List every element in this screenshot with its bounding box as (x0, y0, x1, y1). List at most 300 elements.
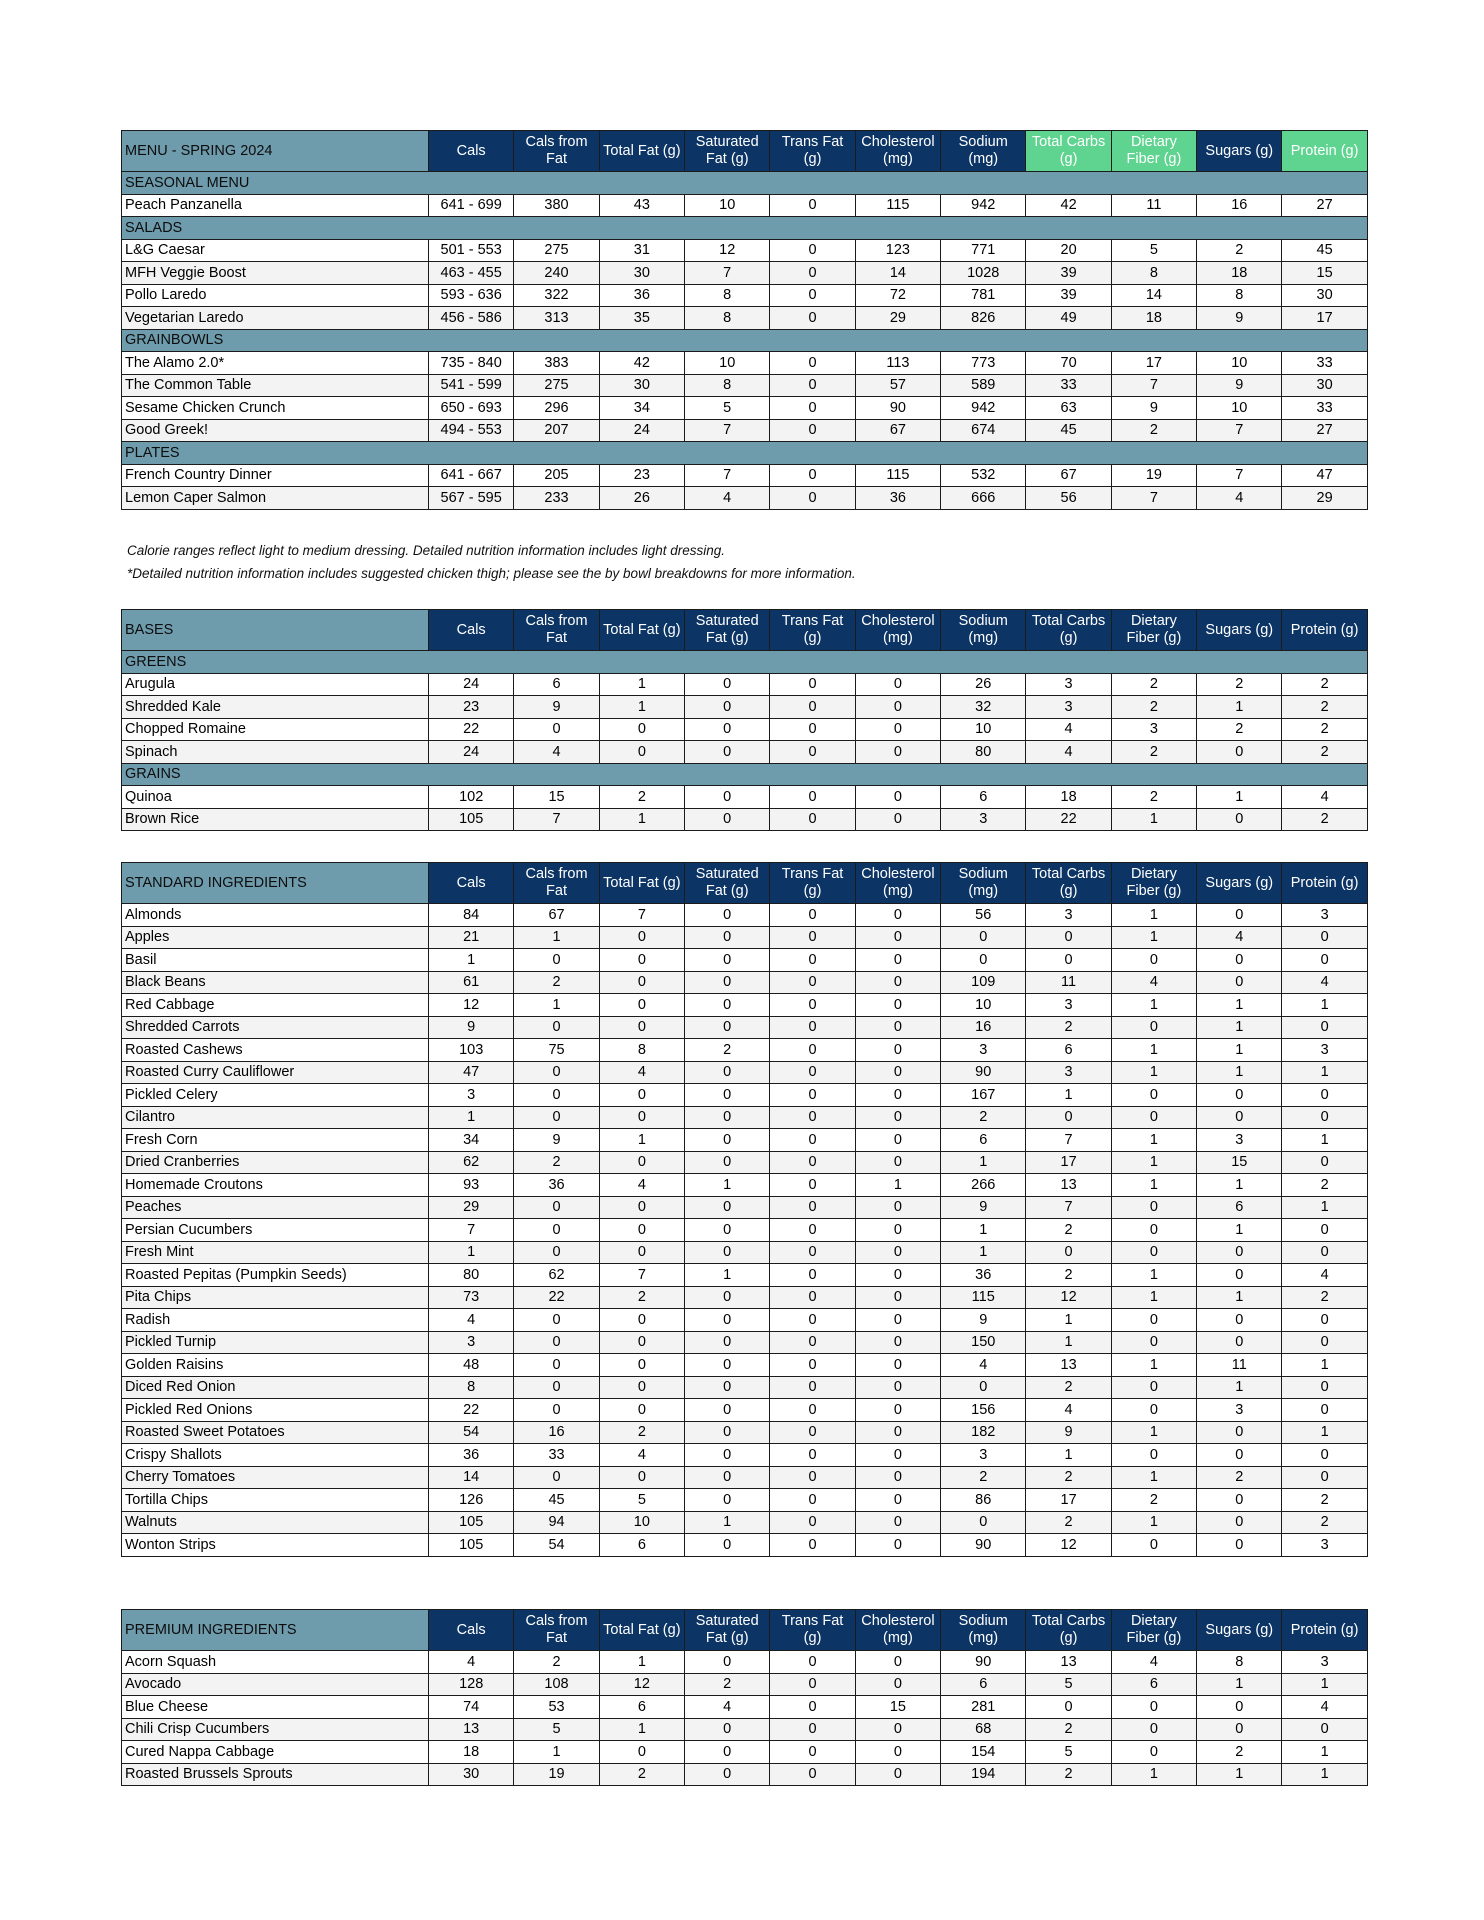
trans-fat-g-value: 0 (770, 1264, 855, 1287)
cholesterol-mg-value: 15 (855, 1696, 940, 1719)
section-row-grainbowls (122, 329, 1368, 352)
item-name: L&G Caesar (122, 239, 429, 262)
total-carbs-g-value: 22 (1026, 808, 1111, 831)
table-title: BASES (122, 610, 429, 651)
protein-g-value: 1 (1282, 1354, 1367, 1377)
sugars-g-value: 2 (1197, 1466, 1282, 1489)
cals-from-fat-value: 94 (514, 1511, 599, 1534)
total-carbs-g-value: 17 (1026, 1489, 1111, 1512)
table-row (122, 1376, 1368, 1399)
sugars-g-value: 7 (1197, 419, 1282, 442)
sugars-g-value: 0 (1197, 949, 1282, 972)
cals-from-fat-value: 380 (514, 194, 599, 217)
sugars-g-value: 18 (1197, 262, 1282, 285)
dietary-fiber-g-value: 2 (1111, 696, 1196, 719)
dietary-fiber-g-value: 2 (1111, 1489, 1196, 1512)
cholesterol-mg-value: 0 (855, 808, 940, 831)
table-row (122, 1129, 1368, 1152)
cals-value: 84 (429, 904, 514, 927)
item-name: Cherry Tomatoes (122, 1466, 429, 1489)
protein-g-value: 0 (1282, 1331, 1367, 1354)
sugars-g-value: 1 (1197, 696, 1282, 719)
sodium-mg-value: 2 (941, 1466, 1026, 1489)
table-row (122, 374, 1368, 397)
item-name: Diced Red Onion (122, 1376, 429, 1399)
saturated-fat-g-value: 0 (685, 1106, 770, 1129)
cals-from-fat-value: 1 (514, 994, 599, 1017)
menu-table (121, 130, 1368, 510)
total-carbs-g-value: 0 (1026, 1106, 1111, 1129)
sodium-mg-value: 86 (941, 1489, 1026, 1512)
cals-value: 456 - 586 (429, 307, 514, 330)
dietary-fiber-g-value: 3 (1111, 718, 1196, 741)
cals-value: 650 - 693 (429, 397, 514, 420)
table-row (122, 1444, 1368, 1467)
trans-fat-g-value: 0 (770, 673, 855, 696)
sodium-mg-value: 182 (941, 1421, 1026, 1444)
protein-g-value: 1 (1282, 994, 1367, 1017)
protein-g-value: 0 (1282, 1376, 1367, 1399)
dietary-fiber-g-value: 0 (1111, 1534, 1196, 1557)
protein-g-value: 17 (1282, 307, 1367, 330)
cals-value: 73 (429, 1286, 514, 1309)
cholesterol-mg-value: 1 (855, 1174, 940, 1197)
cals-value: 12 (429, 994, 514, 1017)
total-fat-g-value: 0 (599, 1309, 684, 1332)
sugars-g-value: 7 (1197, 464, 1282, 487)
cholesterol-mg-value: 0 (855, 994, 940, 1017)
sodium-mg-value: 1 (941, 1219, 1026, 1242)
column-header-total-carbs-g: Total Carbs (g) (1026, 1610, 1111, 1651)
total-fat-g-value: 0 (599, 1016, 684, 1039)
cals-value: 1 (429, 1241, 514, 1264)
saturated-fat-g-value: 0 (685, 1286, 770, 1309)
cals-value: 93 (429, 1174, 514, 1197)
saturated-fat-g-value: 10 (685, 194, 770, 217)
protein-g-value: 1 (1282, 1673, 1367, 1696)
protein-g-value: 2 (1282, 718, 1367, 741)
table-row (122, 904, 1368, 927)
total-fat-g-value: 8 (599, 1039, 684, 1062)
cals-value: 3 (429, 1331, 514, 1354)
table-title: MENU - SPRING 2024 (122, 131, 429, 172)
total-fat-g-value: 42 (599, 352, 684, 375)
item-name: Quinoa (122, 786, 429, 809)
cals-from-fat-value: 275 (514, 374, 599, 397)
cholesterol-mg-value: 90 (855, 397, 940, 420)
saturated-fat-g-value: 0 (685, 1331, 770, 1354)
trans-fat-g-value: 0 (770, 1309, 855, 1332)
cals-from-fat-value: 33 (514, 1444, 599, 1467)
dietary-fiber-g-value: 1 (1111, 904, 1196, 927)
dietary-fiber-g-value: 1 (1111, 1511, 1196, 1534)
cals-from-fat-value: 313 (514, 307, 599, 330)
sodium-mg-value: 674 (941, 419, 1026, 442)
saturated-fat-g-value: 0 (685, 1399, 770, 1422)
sodium-mg-value: 10 (941, 718, 1026, 741)
cals-from-fat-value: 0 (514, 1354, 599, 1377)
cholesterol-mg-value: 115 (855, 464, 940, 487)
sodium-mg-value: 2 (941, 1106, 1026, 1129)
cals-value: 34 (429, 1129, 514, 1152)
cholesterol-mg-value: 0 (855, 1673, 940, 1696)
cals-from-fat-value: 75 (514, 1039, 599, 1062)
cals-from-fat-value: 0 (514, 1376, 599, 1399)
cals-from-fat-value: 322 (514, 284, 599, 307)
cals-value: 21 (429, 926, 514, 949)
cholesterol-mg-value: 0 (855, 1039, 940, 1062)
item-name: Tortilla Chips (122, 1489, 429, 1512)
dietary-fiber-g-value: 0 (1111, 1241, 1196, 1264)
protein-g-value: 4 (1282, 1264, 1367, 1287)
column-header-dietary-fiber-g: Dietary Fiber (g) (1111, 1610, 1196, 1651)
saturated-fat-g-value: 0 (685, 1151, 770, 1174)
sodium-mg-value: 9 (941, 1196, 1026, 1219)
item-name: Shredded Kale (122, 696, 429, 719)
cals-value: 36 (429, 1444, 514, 1467)
sodium-mg-value: 36 (941, 1264, 1026, 1287)
table-row (122, 1196, 1368, 1219)
cholesterol-mg-value: 0 (855, 949, 940, 972)
column-header-cals-from-fat: Cals from Fat (514, 863, 599, 904)
table-row (122, 949, 1368, 972)
total-fat-g-value: 2 (599, 1421, 684, 1444)
dietary-fiber-g-value: 1 (1111, 1286, 1196, 1309)
total-carbs-g-value: 4 (1026, 741, 1111, 764)
sodium-mg-value: 10 (941, 994, 1026, 1017)
total-fat-g-value: 34 (599, 397, 684, 420)
item-name: Good Greek! (122, 419, 429, 442)
header-row (122, 863, 1368, 904)
saturated-fat-g-value: 0 (685, 1466, 770, 1489)
item-name: Pickled Turnip (122, 1331, 429, 1354)
table-row (122, 194, 1368, 217)
cals-from-fat-value: 54 (514, 1534, 599, 1557)
total-carbs-g-value: 9 (1026, 1421, 1111, 1444)
cals-from-fat-value: 36 (514, 1174, 599, 1197)
protein-g-value: 3 (1282, 1534, 1367, 1557)
sugars-g-value: 9 (1197, 307, 1282, 330)
protein-g-value: 0 (1282, 1151, 1367, 1174)
dietary-fiber-g-value: 2 (1111, 419, 1196, 442)
total-carbs-g-value: 6 (1026, 1039, 1111, 1062)
dietary-fiber-g-value: 19 (1111, 464, 1196, 487)
total-fat-g-value: 0 (599, 1376, 684, 1399)
item-name: Apples (122, 926, 429, 949)
cals-value: 1 (429, 949, 514, 972)
item-name: Red Cabbage (122, 994, 429, 1017)
saturated-fat-g-value: 0 (685, 1129, 770, 1152)
item-name: The Alamo 2.0* (122, 352, 429, 375)
cholesterol-mg-value: 0 (855, 926, 940, 949)
total-carbs-g-value: 1 (1026, 1084, 1111, 1107)
cals-from-fat-value: 9 (514, 1129, 599, 1152)
cals-from-fat-value: 0 (514, 949, 599, 972)
table-row (122, 1106, 1368, 1129)
table-row (122, 673, 1368, 696)
table-row (122, 1763, 1368, 1786)
total-carbs-g-value: 33 (1026, 374, 1111, 397)
dietary-fiber-g-value: 0 (1111, 1696, 1196, 1719)
trans-fat-g-value: 0 (770, 1286, 855, 1309)
protein-g-value: 3 (1282, 1039, 1367, 1062)
cals-from-fat-value: 1 (514, 926, 599, 949)
saturated-fat-g-value: 0 (685, 1016, 770, 1039)
cholesterol-mg-value: 0 (855, 673, 940, 696)
total-fat-g-value: 0 (599, 994, 684, 1017)
total-carbs-g-value: 3 (1026, 994, 1111, 1017)
cals-value: 567 - 595 (429, 487, 514, 510)
cals-value: 80 (429, 1264, 514, 1287)
cholesterol-mg-value: 14 (855, 262, 940, 285)
cals-from-fat-value: 383 (514, 352, 599, 375)
sugars-g-value: 10 (1197, 397, 1282, 420)
table-row (122, 1084, 1368, 1107)
table-row (122, 1151, 1368, 1174)
trans-fat-g-value: 0 (770, 1196, 855, 1219)
cholesterol-mg-value: 0 (855, 696, 940, 719)
sugars-g-value: 0 (1197, 1511, 1282, 1534)
column-header-protein-g: Protein (g) (1282, 1610, 1367, 1651)
sodium-mg-value: 1028 (941, 262, 1026, 285)
column-header-cals: Cals (429, 131, 514, 172)
trans-fat-g-value: 0 (770, 1673, 855, 1696)
dietary-fiber-g-value: 17 (1111, 352, 1196, 375)
protein-g-value: 0 (1282, 1219, 1367, 1242)
cals-from-fat-value: 6 (514, 673, 599, 696)
sugars-g-value: 0 (1197, 1331, 1282, 1354)
cholesterol-mg-value: 0 (855, 1718, 940, 1741)
sugars-g-value: 1 (1197, 1174, 1282, 1197)
table-row (122, 1061, 1368, 1084)
cals-value: 13 (429, 1718, 514, 1741)
cals-from-fat-value: 2 (514, 1651, 599, 1674)
item-name: Sesame Chicken Crunch (122, 397, 429, 420)
sodium-mg-value: 16 (941, 1016, 1026, 1039)
total-fat-g-value: 1 (599, 1718, 684, 1741)
dietary-fiber-g-value: 0 (1111, 1718, 1196, 1741)
table-row (122, 284, 1368, 307)
cals-value: 1 (429, 1106, 514, 1129)
cholesterol-mg-value: 57 (855, 374, 940, 397)
sodium-mg-value: 1 (941, 1241, 1026, 1264)
table-row (122, 464, 1368, 487)
column-header-total-fat-g: Total Fat (g) (599, 610, 684, 651)
header-row (122, 131, 1368, 172)
saturated-fat-g-value: 8 (685, 284, 770, 307)
total-carbs-g-value: 70 (1026, 352, 1111, 375)
cals-value: 4 (429, 1651, 514, 1674)
saturated-fat-g-value: 0 (685, 673, 770, 696)
total-fat-g-value: 1 (599, 696, 684, 719)
column-header-total-fat-g: Total Fat (g) (599, 131, 684, 172)
sodium-mg-value: 68 (941, 1718, 1026, 1741)
sodium-mg-value: 6 (941, 786, 1026, 809)
cals-from-fat-value: 108 (514, 1673, 599, 1696)
cholesterol-mg-value: 0 (855, 904, 940, 927)
cholesterol-mg-value: 113 (855, 352, 940, 375)
saturated-fat-g-value: 0 (685, 1421, 770, 1444)
table-row (122, 994, 1368, 1017)
sugars-g-value: 2 (1197, 673, 1282, 696)
table-row (122, 397, 1368, 420)
cals-value: 4 (429, 1309, 514, 1332)
dietary-fiber-g-value: 0 (1111, 1741, 1196, 1764)
total-fat-g-value: 5 (599, 1489, 684, 1512)
protein-g-value: 47 (1282, 464, 1367, 487)
dietary-fiber-g-value: 0 (1111, 1309, 1196, 1332)
item-name: Fresh Mint (122, 1241, 429, 1264)
item-name: Arugula (122, 673, 429, 696)
table-row (122, 1718, 1368, 1741)
table-row (122, 1264, 1368, 1287)
protein-g-value: 0 (1282, 1084, 1367, 1107)
cals-from-fat-value: 0 (514, 1399, 599, 1422)
item-name: The Common Table (122, 374, 429, 397)
sodium-mg-value: 150 (941, 1331, 1026, 1354)
sodium-mg-value: 6 (941, 1673, 1026, 1696)
total-carbs-g-value: 45 (1026, 419, 1111, 442)
protein-g-value: 1 (1282, 1061, 1367, 1084)
dietary-fiber-g-value: 0 (1111, 1444, 1196, 1467)
total-carbs-g-value: 0 (1026, 949, 1111, 972)
calorie-range-note: Calorie ranges reflect light to medium dressing. Detailed nutrition information includes light dressing. (127, 543, 726, 558)
column-header-saturated-fat-g: Saturated Fat (g) (685, 863, 770, 904)
total-fat-g-value: 0 (599, 1354, 684, 1377)
cholesterol-mg-value: 67 (855, 419, 940, 442)
premium-ingredients-table (121, 1609, 1368, 1786)
protein-g-value: 0 (1282, 1241, 1367, 1264)
item-name: French Country Dinner (122, 464, 429, 487)
sodium-mg-value: 90 (941, 1534, 1026, 1557)
column-header-sodium-mg: Sodium (mg) (941, 610, 1026, 651)
trans-fat-g-value: 0 (770, 239, 855, 262)
trans-fat-g-value: 0 (770, 926, 855, 949)
column-header-total-fat-g: Total Fat (g) (599, 1610, 684, 1651)
saturated-fat-g-value: 2 (685, 1039, 770, 1062)
total-fat-g-value: 0 (599, 1741, 684, 1764)
trans-fat-g-value: 0 (770, 1534, 855, 1557)
cals-from-fat-value: 205 (514, 464, 599, 487)
sodium-mg-value: 26 (941, 673, 1026, 696)
cholesterol-mg-value: 0 (855, 1741, 940, 1764)
trans-fat-g-value: 0 (770, 1763, 855, 1786)
cals-from-fat-value: 22 (514, 1286, 599, 1309)
total-carbs-g-value: 20 (1026, 239, 1111, 262)
saturated-fat-g-value: 0 (685, 926, 770, 949)
sodium-mg-value: 3 (941, 1444, 1026, 1467)
saturated-fat-g-value: 7 (685, 464, 770, 487)
total-carbs-g-value: 0 (1026, 1696, 1111, 1719)
item-name: Cilantro (122, 1106, 429, 1129)
cholesterol-mg-value: 123 (855, 239, 940, 262)
total-carbs-g-value: 3 (1026, 696, 1111, 719)
cals-value: 463 - 455 (429, 262, 514, 285)
cals-from-fat-value: 233 (514, 487, 599, 510)
protein-g-value: 27 (1282, 419, 1367, 442)
sugars-g-value: 1 (1197, 786, 1282, 809)
column-header-trans-fat-g: Trans Fat (g) (770, 131, 855, 172)
dietary-fiber-g-value: 4 (1111, 971, 1196, 994)
section-label: GRAINS (122, 763, 1368, 786)
total-carbs-g-value: 2 (1026, 1466, 1111, 1489)
cals-value: 24 (429, 673, 514, 696)
cals-from-fat-value: 296 (514, 397, 599, 420)
total-fat-g-value: 0 (599, 1241, 684, 1264)
cholesterol-mg-value: 0 (855, 1421, 940, 1444)
total-carbs-g-value: 4 (1026, 1399, 1111, 1422)
saturated-fat-g-value: 0 (685, 696, 770, 719)
total-carbs-g-value: 3 (1026, 904, 1111, 927)
total-fat-g-value: 24 (599, 419, 684, 442)
sugars-g-value: 0 (1197, 1489, 1282, 1512)
cals-value: 18 (429, 1741, 514, 1764)
cals-value: 641 - 667 (429, 464, 514, 487)
table-row (122, 741, 1368, 764)
item-name: Almonds (122, 904, 429, 927)
cholesterol-mg-value: 0 (855, 1763, 940, 1786)
trans-fat-g-value: 0 (770, 487, 855, 510)
trans-fat-g-value: 0 (770, 262, 855, 285)
item-name: Crispy Shallots (122, 1444, 429, 1467)
cals-from-fat-value: 2 (514, 971, 599, 994)
column-header-sugars-g: Sugars (g) (1197, 863, 1282, 904)
column-header-cholesterol-mg: Cholesterol (mg) (855, 610, 940, 651)
cals-from-fat-value: 0 (514, 1106, 599, 1129)
dietary-fiber-g-value: 1 (1111, 1174, 1196, 1197)
column-header-dietary-fiber-g: Dietary Fiber (g) (1111, 131, 1196, 172)
item-name: Dried Cranberries (122, 1151, 429, 1174)
cals-value: 30 (429, 1763, 514, 1786)
dietary-fiber-g-value: 2 (1111, 786, 1196, 809)
sodium-mg-value: 90 (941, 1061, 1026, 1084)
section-row-seasonal-menu (122, 172, 1368, 195)
item-name: Homemade Croutons (122, 1174, 429, 1197)
cals-value: 641 - 699 (429, 194, 514, 217)
total-carbs-g-value: 11 (1026, 971, 1111, 994)
sodium-mg-value: 1 (941, 1151, 1026, 1174)
total-carbs-g-value: 13 (1026, 1651, 1111, 1674)
protein-g-value: 0 (1282, 1718, 1367, 1741)
trans-fat-g-value: 0 (770, 1444, 855, 1467)
total-fat-g-value: 2 (599, 1286, 684, 1309)
total-carbs-g-value: 7 (1026, 1129, 1111, 1152)
table-row (122, 1651, 1368, 1674)
dietary-fiber-g-value: 0 (1111, 1016, 1196, 1039)
saturated-fat-g-value: 0 (685, 904, 770, 927)
item-name: Roasted Sweet Potatoes (122, 1421, 429, 1444)
total-fat-g-value: 0 (599, 718, 684, 741)
cholesterol-mg-value: 0 (855, 1129, 940, 1152)
trans-fat-g-value: 0 (770, 1174, 855, 1197)
item-name: Blue Cheese (122, 1696, 429, 1719)
table-row (122, 1309, 1368, 1332)
cals-from-fat-value: 275 (514, 239, 599, 262)
cals-from-fat-value: 53 (514, 1696, 599, 1719)
column-header-saturated-fat-g: Saturated Fat (g) (685, 610, 770, 651)
table-row (122, 262, 1368, 285)
cals-from-fat-value: 0 (514, 1309, 599, 1332)
item-name: Shredded Carrots (122, 1016, 429, 1039)
total-fat-g-value: 6 (599, 1534, 684, 1557)
sodium-mg-value: 115 (941, 1286, 1026, 1309)
cals-value: 48 (429, 1354, 514, 1377)
dietary-fiber-g-value: 4 (1111, 1651, 1196, 1674)
dietary-fiber-g-value: 7 (1111, 487, 1196, 510)
trans-fat-g-value: 0 (770, 786, 855, 809)
dietary-fiber-g-value: 7 (1111, 374, 1196, 397)
header-row (122, 610, 1368, 651)
